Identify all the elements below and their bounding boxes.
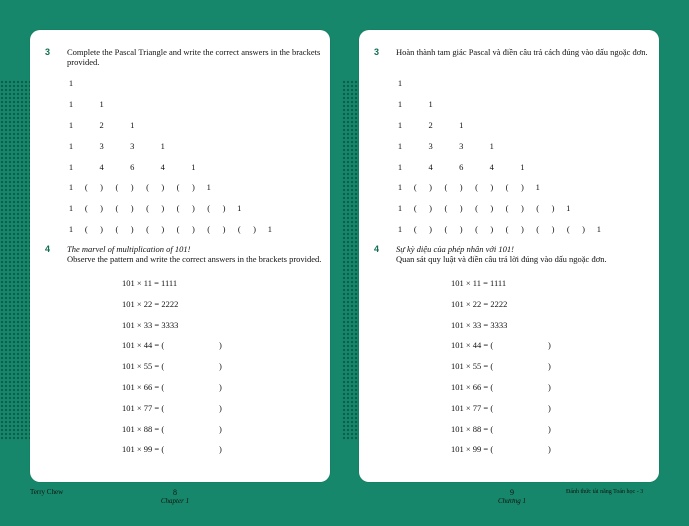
pascal-cell[interactable]: ) [130, 203, 134, 213]
pascal-cell[interactable]: ( [475, 182, 478, 192]
pascal-cell[interactable]: ( [475, 224, 478, 234]
pascal-cell[interactable]: ( [146, 203, 149, 213]
pascal-cell[interactable]: ( [176, 203, 180, 213]
pascal-cell[interactable]: ( [84, 182, 88, 192]
pascal-cell: 1 [68, 120, 74, 130]
pascal-cell: 6 [130, 162, 135, 172]
multiplication-row [122, 340, 222, 350]
pascal-cell: 3 [428, 141, 433, 151]
pascal-cell[interactable]: ( [146, 182, 149, 192]
pascal-cell[interactable]: ( [444, 224, 448, 234]
multiplication-expression: 101 × 33 = 3333 [451, 319, 508, 330]
pascal-cell[interactable]: ) [130, 182, 134, 192]
pascal-cell[interactable]: ) [161, 224, 165, 234]
pascal-cell: 1 [68, 78, 74, 88]
pascal-cell[interactable]: ( [444, 182, 448, 192]
pascal-cell[interactable]: ) [582, 224, 586, 234]
question-4-title: The marvel of multiplication of 101! [67, 244, 191, 254]
pascal-cell: 1 [397, 120, 403, 130]
footer-book-title: Đánh thức tài năng Toán học - 3 [566, 489, 644, 495]
pascal-cell[interactable]: ) [222, 203, 226, 213]
answer-bracket-close[interactable]: ) [548, 361, 551, 372]
multiplication-row [122, 320, 178, 330]
pascal-cell[interactable]: ) [490, 224, 494, 234]
pascal-cell: 1 [68, 141, 74, 151]
question-4-heading [396, 244, 654, 264]
pascal-cell: 1 [206, 182, 211, 192]
pascal-cell: 1 [68, 99, 74, 109]
pascal-cell[interactable]: ( [207, 224, 211, 234]
pascal-cell[interactable]: ( [444, 203, 448, 213]
pascal-cell[interactable]: ) [100, 224, 104, 234]
multiplication-expression: 101 × 44 = ( [122, 340, 165, 351]
multiplication-row [451, 424, 551, 434]
multiplication-row [451, 320, 507, 330]
multiplication-expression: 101 × 66 = ( [451, 382, 494, 392]
multiplication-row [451, 278, 506, 288]
question-3-number: 3 [45, 47, 51, 57]
answer-bracket-close[interactable]: ) [219, 340, 222, 351]
multiplication-row [122, 278, 177, 288]
question-4-text: Observe the pattern and write the correct answers in the brackets provided. [67, 254, 322, 264]
pascal-cell: 1 [428, 99, 433, 109]
multiplication-row [451, 382, 551, 392]
pascal-cell: 3 [130, 141, 135, 151]
pascal-cell[interactable]: ) [161, 182, 165, 192]
multiplication-expression: 101 × 33 = 3333 [122, 319, 179, 330]
pascal-cell[interactable]: ) [429, 203, 433, 213]
pascal-cell: 4 [160, 162, 165, 172]
chapter-label: Chapter 1 [160, 497, 190, 505]
multiplication-expression: 101 × 55 = ( [122, 361, 165, 372]
pascal-cell[interactable]: ) [520, 203, 524, 213]
question-3-number: 3 [374, 47, 380, 57]
pascal-cell: 1 [160, 141, 165, 151]
pascal-cell[interactable]: ( [413, 224, 417, 234]
question-4-number: 4 [45, 244, 51, 254]
multiplication-row [451, 444, 551, 454]
multiplication-row [451, 340, 551, 350]
pascal-cell[interactable]: ( [505, 182, 509, 192]
answer-bracket-close[interactable]: ) [548, 382, 551, 392]
pascal-cell[interactable]: ) [191, 203, 195, 213]
multiplication-row [451, 361, 551, 371]
pascal-cell: 6 [459, 162, 464, 172]
page-left [30, 30, 330, 482]
decorative-dot-pattern-center [342, 80, 360, 440]
multiplication-expression: 101 × 22 = 2222 [451, 298, 508, 309]
pascal-cell: 1 [566, 203, 571, 213]
pascal-cell: 1 [520, 162, 525, 172]
multiplication-row [451, 299, 507, 309]
pascal-cell[interactable]: ( [84, 224, 88, 234]
pascal-cell: 4 [428, 162, 433, 172]
multiplication-expression: 101 × 99 = ( [451, 444, 494, 455]
pascal-cell[interactable]: ( [115, 203, 119, 213]
pascal-cell: 1 [397, 162, 403, 172]
pascal-cell: 1 [397, 99, 403, 109]
pascal-cell[interactable]: ) [520, 224, 524, 234]
pascal-cell: 1 [130, 120, 135, 130]
question-3-text: Complete the Pascal Triangle and write the correct answers in the brackets provided. [67, 47, 321, 67]
question-4-heading [67, 244, 325, 264]
pascal-cell[interactable]: ) [191, 182, 195, 192]
multiplication-expression: 101 × 22 = 2222 [122, 298, 179, 309]
multiplication-row [122, 424, 222, 434]
question-3-text: Hoàn thành tam giác Pascal và điền câu trả cách đúng vào dấu ngoặc đơn. [396, 47, 648, 57]
multiplication-row [122, 403, 222, 413]
multiplication-expression: 101 × 88 = ( [451, 423, 494, 434]
answer-bracket-close[interactable]: ) [548, 340, 551, 351]
pascal-cell: 1 [191, 162, 196, 172]
page-number: 8 [173, 488, 177, 497]
pascal-cell[interactable]: ( [146, 224, 149, 234]
pascal-cell[interactable]: ) [459, 224, 463, 234]
pascal-cell[interactable]: ) [222, 224, 226, 234]
pascal-cell[interactable]: ) [551, 224, 555, 234]
pascal-cell[interactable]: ) [191, 224, 195, 234]
footer-left-page [145, 488, 205, 505]
answer-bracket-close[interactable]: ) [219, 423, 222, 434]
pascal-cell[interactable]: ) [429, 182, 433, 192]
pascal-cell[interactable]: ) [459, 182, 463, 192]
pascal-cell[interactable]: ( [536, 224, 540, 234]
pascal-cell: 1 [397, 203, 403, 213]
question-4-number: 4 [374, 244, 380, 254]
pascal-cell[interactable]: ( [505, 224, 509, 234]
pascal-cell: 1 [267, 224, 273, 234]
pascal-cell[interactable]: ( [475, 203, 478, 213]
answer-bracket-close[interactable]: ) [219, 382, 222, 392]
pascal-cell: 4 [99, 162, 104, 172]
pascal-cell: 1 [397, 224, 403, 234]
pascal-cell[interactable]: ( [566, 224, 570, 234]
question-4-text: Quan sát quy luật và điền câu trả lời đúng vào dấu ngoặc đơn. [396, 254, 607, 264]
multiplication-row [122, 444, 222, 454]
multiplication-row [122, 382, 222, 392]
answer-bracket-close[interactable]: ) [548, 402, 551, 413]
multiplication-expression: 101 × 11 = 1111 [451, 278, 507, 288]
page-right [359, 30, 659, 482]
pascal-cell: 1 [489, 141, 494, 151]
pascal-cell[interactable]: ) [520, 182, 524, 192]
multiplication-row [122, 299, 178, 309]
pascal-cell: 1 [99, 99, 104, 109]
pascal-cell[interactable]: ( [536, 203, 540, 213]
pascal-cell: 1 [68, 162, 74, 172]
multiplication-row [122, 361, 222, 371]
pascal-cell[interactable]: ) [100, 203, 104, 213]
pascal-cell: 4 [489, 162, 494, 172]
pascal-cell[interactable]: ( [176, 182, 180, 192]
pascal-cell[interactable]: ( [176, 224, 180, 234]
chapter-label: Chương 1 [498, 497, 526, 505]
pascal-cell[interactable]: ( [207, 203, 211, 213]
pascal-cell: 1 [397, 78, 403, 88]
pascal-cell[interactable]: ) [429, 224, 433, 234]
pascal-cell[interactable]: ( [413, 182, 417, 192]
pascal-cell[interactable]: ) [253, 224, 257, 234]
pascal-cell: 1 [596, 224, 602, 234]
pascal-cell[interactable]: ( [115, 182, 119, 192]
page-number: 9 [510, 488, 514, 497]
pascal-cell: 3 [459, 141, 464, 151]
multiplication-expression: 101 × 66 = ( [122, 382, 165, 392]
pascal-cell[interactable]: ( [237, 224, 241, 234]
footer-author: Terry Chew [30, 488, 64, 496]
pascal-cell[interactable]: ) [130, 224, 134, 234]
pascal-cell[interactable]: ( [115, 224, 119, 234]
pascal-cell[interactable]: ) [100, 182, 104, 192]
pascal-cell: 1 [459, 120, 464, 130]
pascal-cell[interactable]: ( [84, 203, 88, 213]
pascal-cell[interactable]: ) [161, 203, 165, 213]
pascal-cell: 1 [68, 203, 74, 213]
pascal-cell[interactable]: ) [551, 203, 555, 213]
pascal-cell[interactable]: ( [413, 203, 417, 213]
pascal-cell: 2 [428, 120, 433, 130]
pascal-cell[interactable]: ) [490, 203, 494, 213]
answer-bracket-close[interactable]: ) [219, 361, 222, 372]
pascal-cell: 1 [68, 182, 74, 192]
answer-bracket-close[interactable]: ) [219, 444, 222, 455]
pascal-cell: 1 [397, 141, 403, 151]
multiplication-expression: 101 × 44 = ( [451, 340, 494, 351]
multiplication-row [451, 403, 551, 413]
pascal-cell: 2 [99, 120, 104, 130]
answer-bracket-close[interactable]: ) [548, 444, 551, 455]
footer-right-page [482, 488, 542, 505]
multiplication-expression: 101 × 88 = ( [122, 423, 165, 434]
multiplication-expression: 101 × 77 = ( [122, 402, 165, 413]
question-4-title: Sự kỳ diệu của phép nhân với 101! [396, 244, 514, 254]
pascal-cell: 1 [68, 224, 74, 234]
multiplication-expression: 101 × 55 = ( [451, 361, 494, 372]
answer-bracket-close[interactable]: ) [548, 423, 551, 434]
pascal-cell: 1 [397, 182, 403, 192]
answer-bracket-close[interactable]: ) [219, 402, 222, 413]
pascal-cell: 1 [237, 203, 242, 213]
pascal-cell: 1 [535, 182, 540, 192]
pascal-cell[interactable]: ) [459, 203, 463, 213]
multiplication-expression: 101 × 11 = 1111 [122, 278, 178, 288]
pascal-cell[interactable]: ( [505, 203, 509, 213]
multiplication-expression: 101 × 77 = ( [451, 402, 494, 413]
multiplication-expression: 101 × 99 = ( [122, 444, 165, 455]
pascal-cell[interactable]: ) [490, 182, 494, 192]
pascal-cell: 3 [99, 141, 104, 151]
